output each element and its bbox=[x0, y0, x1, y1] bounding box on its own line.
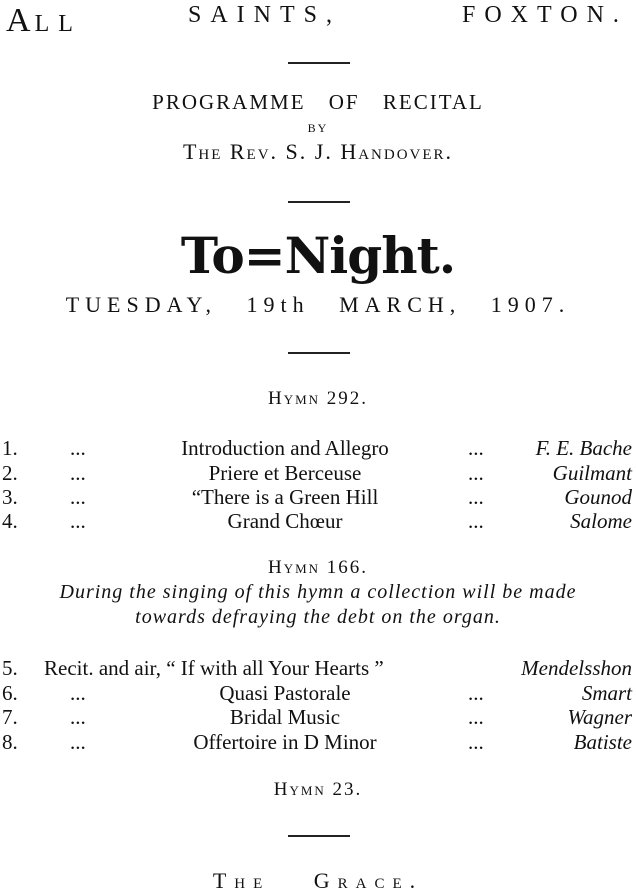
item-piece: Priere et Berceuse bbox=[208, 461, 362, 485]
item-leader: ... bbox=[70, 705, 86, 729]
item-number: 3. bbox=[2, 485, 18, 509]
item-composer: F. E. Bache bbox=[535, 436, 632, 460]
programme-item bbox=[0, 461, 636, 485]
header-middle: SAINTS, bbox=[188, 2, 342, 28]
item-piece: Quasi Pastorale bbox=[219, 681, 351, 705]
divider-3 bbox=[288, 352, 350, 354]
item-leader: ... bbox=[468, 730, 484, 754]
item-piece: Introduction and Allegro bbox=[181, 436, 389, 460]
divider-2 bbox=[288, 201, 350, 203]
event-title: To=Night. bbox=[180, 226, 456, 285]
item-leader: ... bbox=[70, 436, 86, 460]
hymn-23: Hymn 23. bbox=[273, 779, 363, 800]
divider-1 bbox=[288, 62, 350, 64]
item-leader: ... bbox=[70, 730, 86, 754]
item-leader: ... bbox=[468, 681, 484, 705]
hymn-292: Hymn 292. bbox=[267, 388, 369, 409]
item-number: 2. bbox=[2, 461, 18, 485]
programme-item bbox=[0, 485, 636, 509]
hymn-166: Hymn 166. bbox=[267, 557, 369, 578]
item-composer: Guilmant bbox=[552, 461, 632, 485]
item-piece: Bridal Music bbox=[229, 705, 341, 729]
performer: The Rev. S. J. Handover. bbox=[182, 139, 454, 164]
item-leader: ... bbox=[70, 681, 86, 705]
item-composer: Wagner bbox=[567, 705, 632, 729]
programme-item bbox=[0, 681, 636, 705]
item-composer: Salome bbox=[570, 509, 632, 533]
item-number: 7. bbox=[2, 705, 18, 729]
closing-grace: The Grace. bbox=[212, 868, 424, 893]
item-composer: Mendelsshon bbox=[521, 656, 632, 680]
item-composer: Smart bbox=[581, 681, 632, 705]
event-date: TUESDAY, 19th MARCH, 1907. bbox=[65, 292, 571, 317]
item-number: 8. bbox=[2, 730, 18, 754]
item-piece: Recit. and air, “ If with all Your Hearts ” bbox=[44, 656, 384, 680]
item-leader: ... bbox=[70, 461, 86, 485]
item-leader: ... bbox=[70, 485, 86, 509]
item-number: 6. bbox=[2, 681, 18, 705]
item-number: 5. bbox=[2, 656, 18, 680]
item-piece: Offertoire in D Minor bbox=[193, 730, 377, 754]
programme-heading: PROGRAMME OF RECITAL bbox=[152, 90, 484, 114]
programme-item bbox=[0, 705, 636, 729]
programme-by: BY bbox=[307, 121, 329, 135]
programme-item bbox=[0, 730, 636, 754]
item-piece: “There is a Green Hill bbox=[191, 485, 379, 509]
programme-item bbox=[0, 436, 636, 460]
programme-item bbox=[0, 656, 636, 680]
header-initial: A bbox=[6, 2, 35, 39]
item-leader: ... bbox=[468, 705, 484, 729]
item-leader: ... bbox=[468, 436, 484, 460]
item-piece: Grand Chœur bbox=[227, 509, 343, 533]
header-left bbox=[6, 2, 82, 40]
programme-item bbox=[0, 509, 636, 533]
item-leader: ... bbox=[468, 461, 484, 485]
divider-4 bbox=[288, 835, 350, 837]
collection-note-line1: During the singing of this hymn a collection will be made bbox=[59, 581, 577, 603]
header-right: FOXTON. bbox=[462, 2, 628, 28]
item-composer: Batiste bbox=[573, 730, 632, 754]
header-left-rest: LL bbox=[34, 11, 82, 37]
collection-note-line2: towards defraying the debt on the organ. bbox=[135, 606, 501, 628]
item-number: 1. bbox=[2, 436, 18, 460]
item-number: 4. bbox=[2, 509, 18, 533]
item-composer: Gounod bbox=[564, 485, 632, 509]
item-leader: ... bbox=[70, 509, 86, 533]
item-leader: ... bbox=[468, 485, 484, 509]
item-leader: ... bbox=[468, 509, 484, 533]
